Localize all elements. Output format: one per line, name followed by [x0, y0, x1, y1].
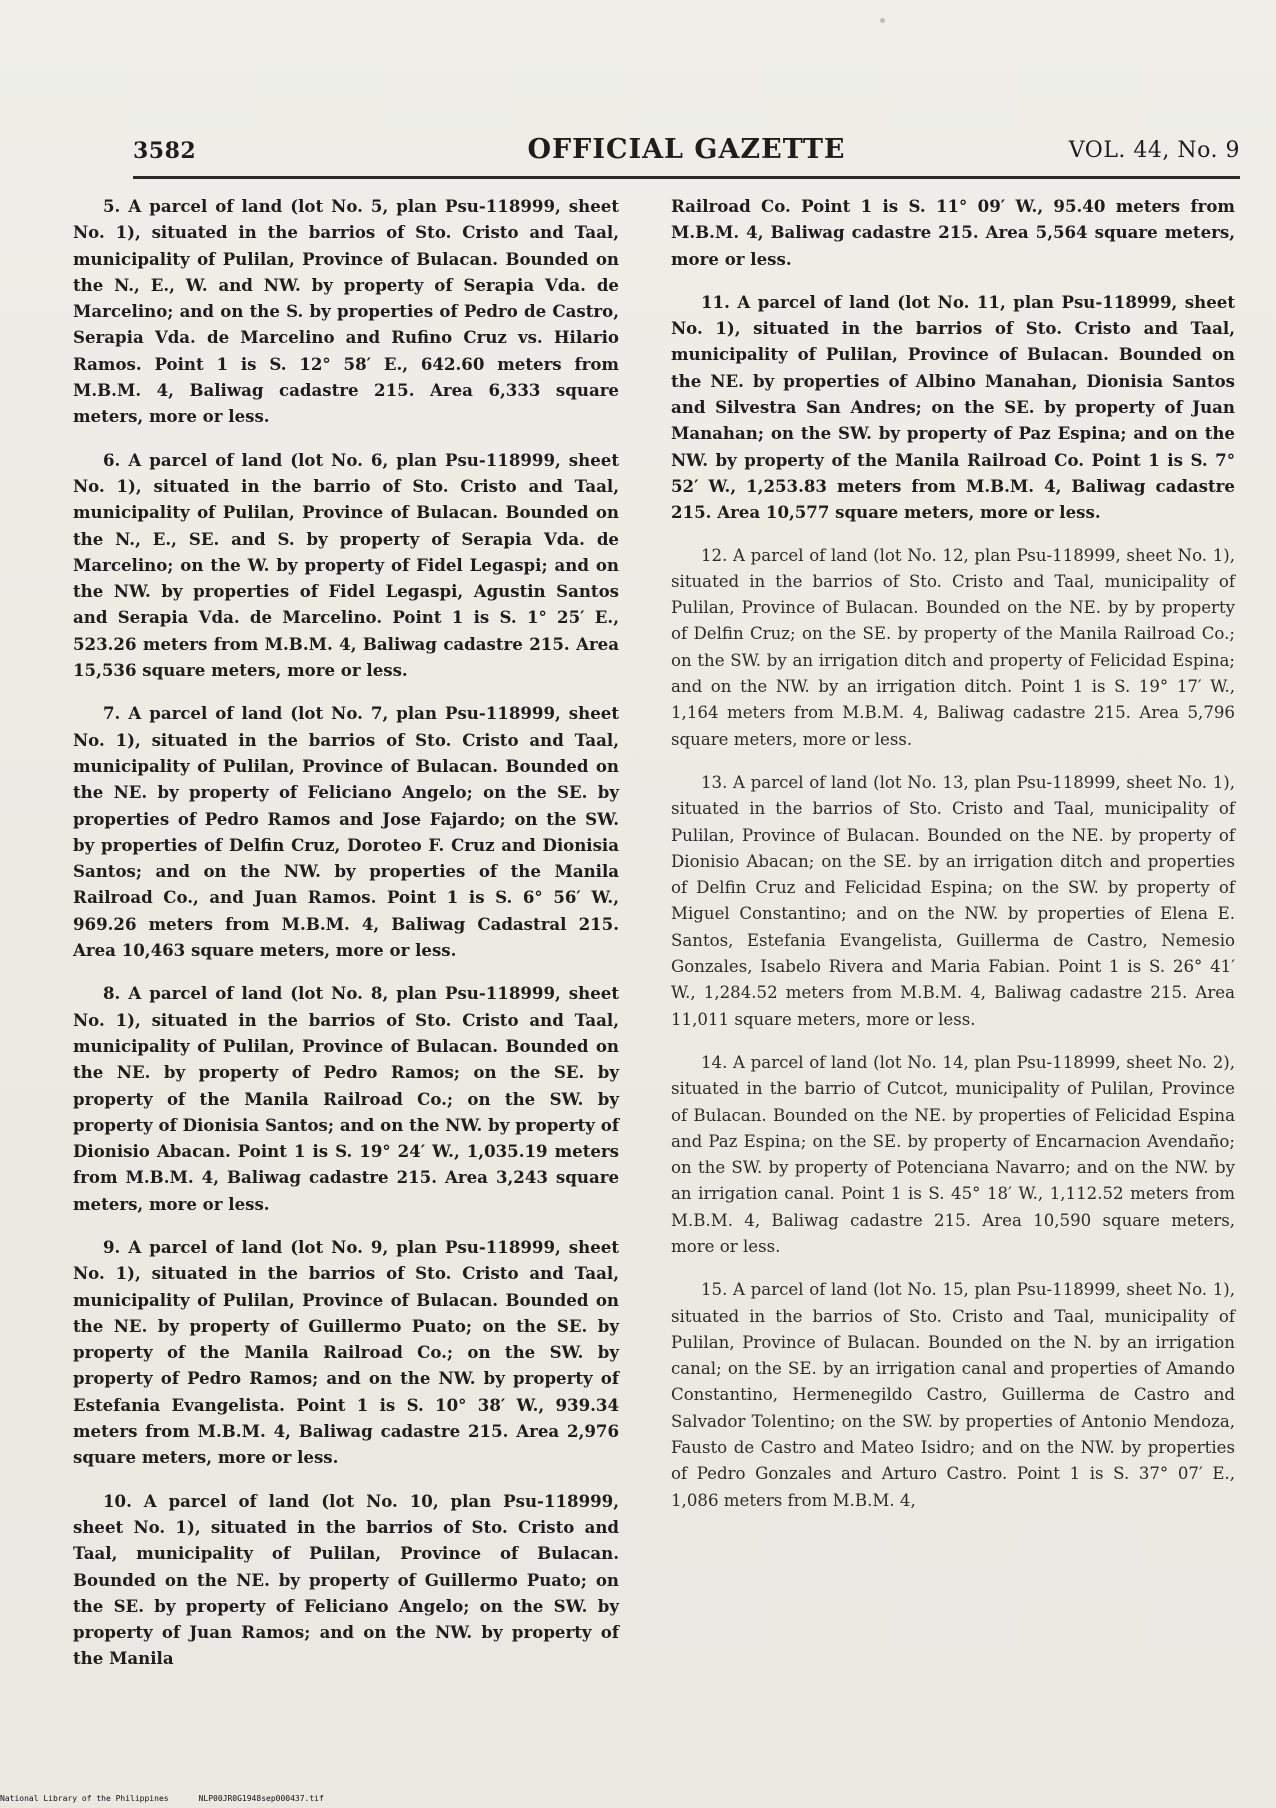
header-rule: [133, 176, 1240, 179]
parcel-15-paragraph: 15. A parcel of land (lot No. 15, plan Psu-118999, sheet No. 1), situated in the barrios of Sto. Cristo and Taal, municipality of Pulilan, Province of Bulacan. Bounded on the N. by an irrigation canal; on the SE. by an irrigation canal and properties of Amando Constantino, Hermenegildo Castro, Guillerma de Castro and Salvador Tolentino; on the SW. by properties of Antonio Mendoza, Fausto de Castro and Mateo Isidro; and on the NW. by properties of Pedro Gonzales and Arturo Castro. Point 1 is S. 37° 07′ E., 1,086 meters from M.B.M. 4,: [671, 1280, 1235, 1510]
volume-number: VOL. 44, No. 9: [1068, 138, 1240, 163]
parcel-13-paragraph: 13. A parcel of land (lot No. 13, plan Psu-118999, sheet No. 1), situated in the barrios of Sto. Cristo and Taal, municipality of Pulilan, Province of Bulacan. Bounded on the NE. by property of Dionisio Abacan; on the SE. by an irrigation ditch and properties of Delfin Cruz and Felicidad Espina; on the SW. by property of Miguel Constantino; and on the NW. by properties of Elena E. Santos, Estefania Evangelista, Guillerma de Castro, Nemesio Gonzales, Isabelo Rivera and Maria Fabian. Point 1 is S. 26° 41′ W., 1,284.52 meters from M.B.M. 4, Baliwag cadastre 215. Area 11,011 square meters, more or less.: [671, 772, 1235, 1029]
scan-footer: [0, 1794, 354, 1803]
parcel-10-continuation: Railroad Co. Point 1 is S. 11° 09′ W., 95.40 meters from M.B.M. 4, Baliwag cadastre 215. Area 5,564 square meters, more or less.: [671, 196, 1235, 269]
parcel-6-paragraph: 6. A parcel of land (lot No. 6, plan Psu-118999, sheet No. 1), situated in the barrio of Sto. Cristo and Taal, municipality of Pulilan, Province of Bulacan. Bounded on the N., E., SE. and S. by property of Serapia Vda. de Marcelino; on the W. by property of Fidel Legaspi; and on the NW. by properties of Fidel Legaspi, Agustin Santos and Serapia Vda. de Marcelino. Point 1 is S. 1° 25′ E., 523.26 meters from M.B.M. 4, Baliwag cadastre 215. Area 15,536 square meters, more or less.: [73, 449, 619, 681]
parcel-5-paragraph: 5. A parcel of land (lot No. 5, plan Psu-118999, sheet No. 1), situated in the barrios of Sto. Cristo and Taal, municipality of Pulilan, Province of Bulacan. Bounded on the N., E., W. and NW. by property of Serapia Vda. de Marcelino; and on the S. by properties of Pedro de Castro, Serapia Vda. de Marcelino and Rufino Cruz vs. Hilario Ramos. Point 1 is S. 12° 58′ E., 642.60 meters from M.B.M. 4, Baliwag cadastre 215. Area 6,333 square meters, more or less.: [73, 196, 619, 427]
page-header: [133, 132, 1240, 172]
library-credit: National Library of the Philippines: [0, 1794, 169, 1803]
publication-title: OFFICIAL GAZETTE: [527, 134, 846, 165]
left-column: [73, 193, 619, 1689]
scan-filename: NLP00JR0G1948sep000437.tif: [198, 1794, 324, 1803]
parcel-12-paragraph: 12. A parcel of land (lot No. 12, plan Psu-118999, sheet No. 1), situated in the barrios of Sto. Cristo and Taal, municipality of Pulilan, Province of Bulacan. Bounded on the NE. by by property of Delfin Cruz; on the SE. by property of the Manila Railroad Co.; on the SW. by an irrigation ditch and property of Felicidad Espina; and on the NW. by an irrigation ditch. Point 1 is S. 19° 17′ W., 1,164 meters from M.B.M. 4, Baliwag cadastre 215. Area 5,796 square meters, more or less.: [671, 545, 1235, 749]
right-column: [671, 193, 1235, 1531]
parcel-8-paragraph: 8. A parcel of land (lot No. 8, plan Psu-118999, sheet No. 1), situated in the barrios of Sto. Cristo and Taal, municipality of Pulilan, Province of Bulacan. Bounded on the NE. by property of Pedro Ramos; on the SE. by property of the Manila Railroad Co.; on the SW. by property of Dionisia Santos; and on the NW. by property of Dionisio Abacan. Point 1 is S. 19° 24′ W., 1,035.19 meters from M.B.M. 4, Baliwag cadastre 215. Area 3,243 square meters, more or less.: [73, 983, 619, 1214]
page-number: 3582: [133, 138, 197, 164]
parcel-9-paragraph: 9. A parcel of land (lot No. 9, plan Psu-118999, sheet No. 1), situated in the barrios of Sto. Cristo and Taal, municipality of Pulilan, Province of Bulacan. Bounded on the NE. by property of Guillermo Puato; on the SE. by property of the Manila Railroad Co.; on the SW. by property of Pedro Ramos; and on the NW. by property of Estefania Evangelista. Point 1 is S. 10° 38′ W., 939.34 meters from M.B.M. 4, Baliwag cadastre 215. Area 2,976 square meters, more or less.: [73, 1236, 619, 1468]
parcel-14-paragraph: 14. A parcel of land (lot No. 14, plan Psu-118999, sheet No. 2), situated in the barrio of Cutcot, municipality of Pulilan, Province of Bulacan. Bounded on the NE. by properties of Felicidad Espina and Paz Espina; on the SE. by property of Encarnacion Avendaño; on the SW. by property of Potenciana Navarro; and on the NW. by an irrigation canal. Point 1 is S. 45° 18′ W., 1,112.52 meters from M.B.M. 4, Baliwag cadastre 215. Area 10,590 square meters, more or less.: [671, 1052, 1235, 1256]
scan-speck: [880, 18, 885, 23]
parcel-7-paragraph: 7. A parcel of land (lot No. 7, plan Psu-118999, sheet No. 1), situated in the barrios of Sto. Cristo and Taal, municipality of Pulilan, Province of Bulacan. Bounded on the NE. by property of Feliciano Angelo; on the SE. by properties of Pedro Ramos and Jose Fajardo; on the SW. by properties of Delfin Cruz, Doroteo F. Cruz and Dionisia Santos; and on the NW. by properties of the Manila Railroad Co., and Juan Ramos. Point 1 is S. 6° 56′ W., 969.26 meters from M.B.M. 4, Baliwag Cadastral 215. Area 10,463 square meters, more or less.: [73, 703, 619, 961]
parcel-10-paragraph: 10. A parcel of land (lot No. 10, plan Psu-118999, sheet No. 1), situated in the barrios of Sto. Cristo and Taal, municipality of Pulilan, Province of Bulacan. Bounded on the NE. by property of Guillermo Puato; on the SE. by property of Feliciano Angelo; on the SW. by property of Juan Ramos; and on the NW. by property of the Manila: [73, 1490, 619, 1669]
parcel-11-paragraph: 11. A parcel of land (lot No. 11, plan Psu-118999, sheet No. 1), situated in the barrios of Sto. Cristo and Taal, municipality of Pulilan, Province of Bulacan. Bounded on the NE. by properties of Albino Manahan, Dionisia Santos and Silvestra San Andres; on the SE. by property of Juan Manahan; on the SW. by property of Paz Espina; and on the NW. by property of the Manila Railroad Co. Point 1 is S. 7° 52′ W., 1,253.83 meters from M.B.M. 4, Baliwag cadastre 215. Area 10,577 square meters, more or less.: [671, 291, 1235, 523]
